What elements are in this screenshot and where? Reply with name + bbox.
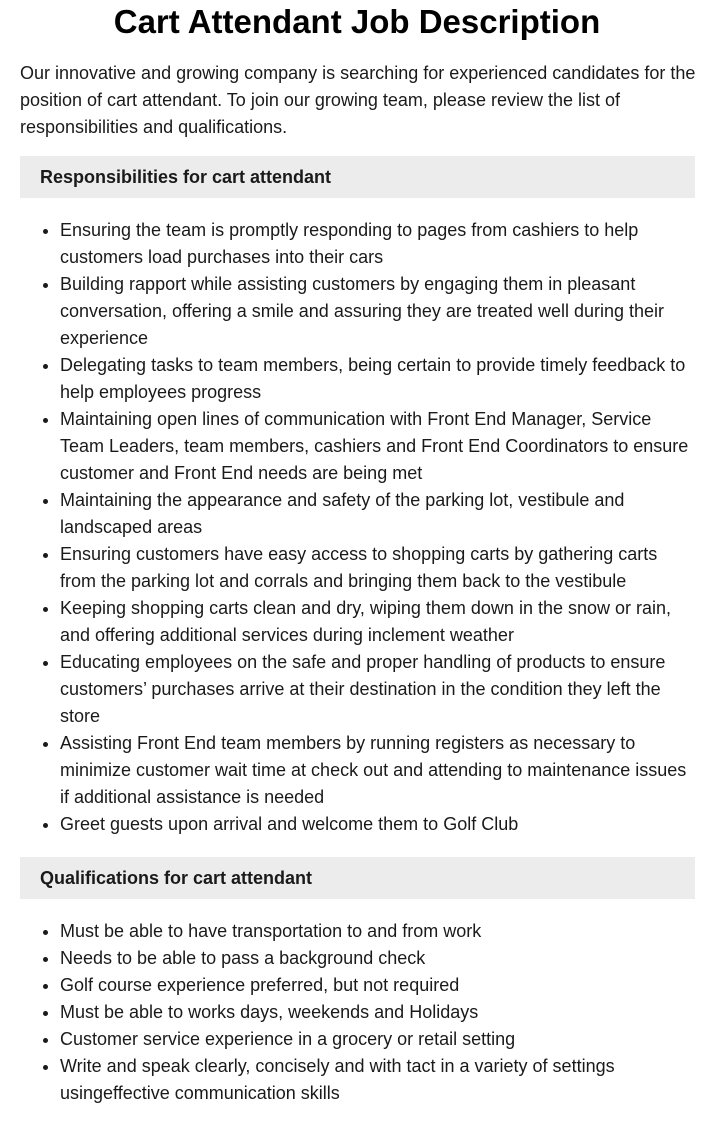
intro-paragraph: Our innovative and growing company is searching for experienced candidates for the position of cart attendant. To join our growing team, please review the list of responsibilities and qualifications.	[20, 63, 696, 137]
list-item: • Maintaining the appearance and safety of the parking lot, vestibule and landscaped areas	[60, 487, 692, 541]
list-item: • Ensuring the team is promptly responding to pages from cashiers to help customers load purchases into their cars	[60, 217, 692, 271]
list-item: • Needs to be able to pass a background check	[60, 945, 692, 972]
list-item: • Greet guests upon arrival and welcome them to Golf Club	[60, 811, 692, 838]
list-item: • Delegating tasks to team members, being certain to provide timely feedback to help employees progress	[60, 352, 692, 406]
list-item: • Must be able to have transportation to and from work	[60, 918, 692, 945]
list-item: • Keeping shopping carts clean and dry, wiping them down in the snow or rain, and offering additional services during inclement weather	[60, 595, 692, 649]
qualifications-list	[20, 918, 692, 1107]
list-item: • Assisting Front End team members by running registers as necessary to minimize customer wait time at check out and attending to maintenance issues if additional assistance is needed	[60, 730, 692, 811]
list-item: • Golf course experience preferred, but not required	[60, 972, 692, 999]
list-item: • Building rapport while assisting customers by engaging them in pleasant conversation, offering a smile and assuring they are treated well during their experience	[60, 271, 692, 352]
list-item: • Ensuring customers have easy access to shopping carts by gathering carts from the parking lot and corrals and bringing them back to the vestibule	[60, 541, 692, 595]
list-item: • Maintaining open lines of communication with Front End Manager, Service Team Leaders, team members, cashiers and Front End Coordinators to ensure customer and Front End needs are being met	[60, 406, 692, 487]
list-item: • Educating employees on the safe and proper handling of products to ensure customers’ purchases arrive at their destination in the condition they left the store	[60, 649, 692, 730]
list-item: • Must be able to works days, weekends and Holidays	[60, 999, 692, 1026]
responsibilities-list	[20, 217, 692, 838]
responsibilities-heading: Responsibilities for cart attendant	[20, 156, 695, 198]
list-item: • Write and speak clearly, concisely and with tact in a variety of settings usingeffective communication skills	[60, 1053, 692, 1107]
list-item: • Customer service experience in a grocery or retail setting	[60, 1026, 692, 1053]
qualifications-heading: Qualifications for cart attendant	[20, 857, 695, 899]
page-title: Cart Attendant Job Description	[113, 3, 601, 40]
